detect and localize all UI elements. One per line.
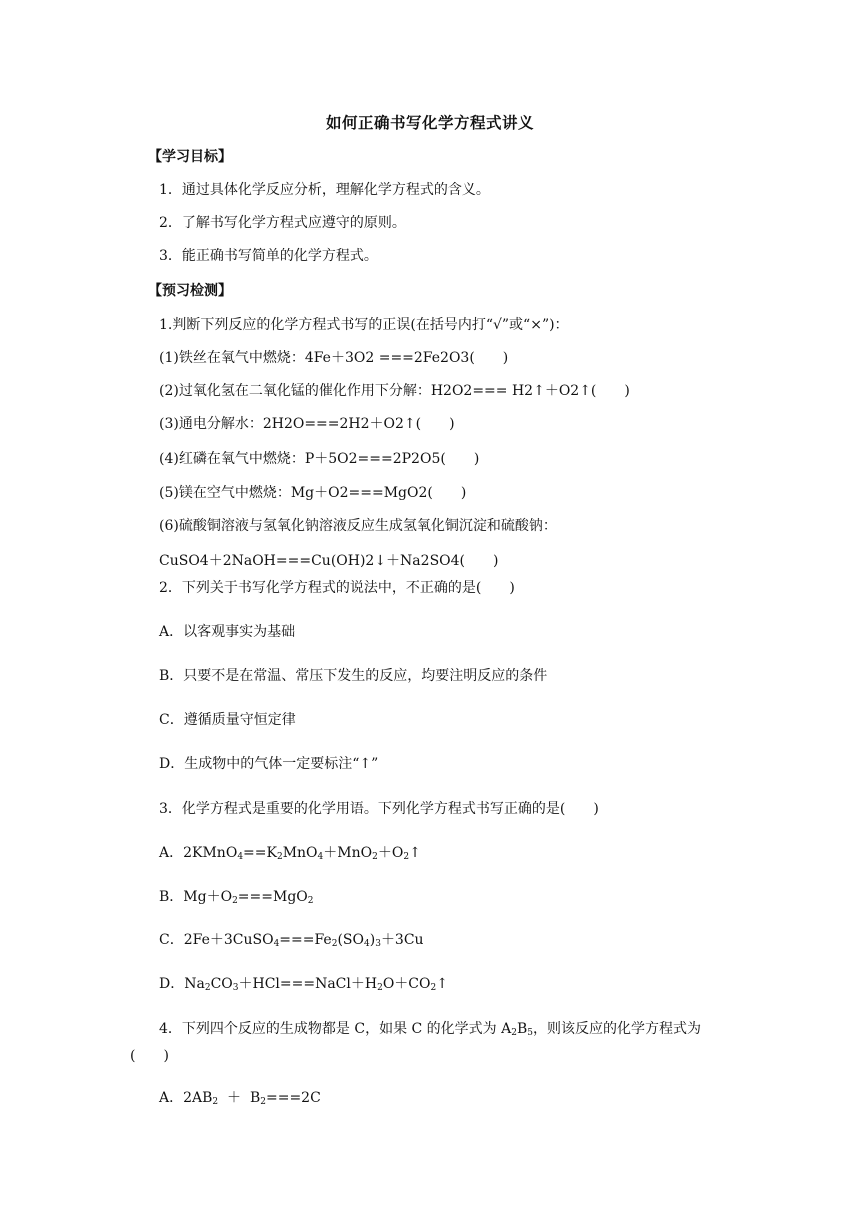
q1-item-6: (6)硫酸铜溶液与氢氧化钠溶液反应生成氢氧化铜沉淀和硫酸钠： — [159, 518, 557, 534]
q2-option-d: D．生成物中的气体一定要标注“↑” — [159, 756, 379, 772]
q1-item-5: (5)镁在空气中燃烧：Mg＋O2===MgO2( ) — [159, 485, 467, 501]
goal-item-2: 2．了解书写化学方程式应遵守的原则。 — [159, 215, 406, 231]
section-heading-goals: 【学习目标】 — [148, 149, 232, 165]
q1-stem: 1.判断下列反应的化学方程式书写的正误(在括号内打“√”或“×”)： — [159, 317, 569, 333]
goal-item-3: 3．能正确书写简单的化学方程式。 — [159, 248, 378, 264]
q3-stem: 3．化学方程式是重要的化学用语。下列化学方程式书写正确的是( ) — [159, 801, 599, 817]
q2-option-b: B．只要不是在常温、常压下发生的反应，均要注明反应的条件 — [159, 668, 548, 684]
q2-stem: 2．下列关于书写化学方程式的说法中，不正确的是( ) — [159, 580, 515, 596]
q1-item-1: (1)铁丝在氧气中燃烧：4Fe＋3O2 ===2Fe2O3( ) — [159, 350, 509, 366]
q1-item-6-equation: CuSO4＋2NaOH===Cu(OH)2↓＋Na2SO4( ) — [159, 553, 499, 569]
q2-option-a: A．以客观事实为基础 — [159, 624, 296, 640]
section-heading-preview: 【预习检测】 — [148, 283, 232, 299]
q3-option-a: A．$2KMnO_4==K_2MnO_4+MnO_2+O_2↑$ — [159, 845, 421, 862]
goal-item-1: 1．通过具体化学反应分析，理解化学方程式的含义。 — [159, 182, 490, 198]
q1-item-2: (2)过氧化氢在二氧化锰的催化作用下分解：H2O2=== H2↑＋O2↑( ) — [159, 383, 630, 399]
q4-stem: 4．下列四个反应的生成物都是 C，如果 C 的化学式为 $A_2B_5$，则该反应的化学方程式为 — [159, 1021, 702, 1038]
q3-option-b: B．$Mg+O_2===MgO_2$ — [159, 889, 314, 906]
q4-stem-continuation: ( ) — [130, 1048, 169, 1064]
q1-item-4: (4)红磷在氧气中燃烧：P＋5O2===2P2O5( ) — [159, 451, 480, 467]
q1-item-3: (3)通电分解水：2H2O===2H2＋O2↑( ) — [159, 416, 455, 432]
q4-option-a: A．$2AB_2 + B_2===2C$ — [159, 1090, 321, 1107]
page-title: 如何正确书写化学方程式讲义 — [325, 113, 534, 132]
q3-option-d: D．$Na_2CO_3+HCl===NaCl+H_2O+CO_2↑$ — [159, 976, 448, 993]
q3-option-c: C．$2Fe+3CuSO_4===Fe_2(SO_4)_3+3Cu$ — [159, 932, 424, 949]
q2-option-c: C．遵循质量守恒定律 — [159, 712, 296, 728]
